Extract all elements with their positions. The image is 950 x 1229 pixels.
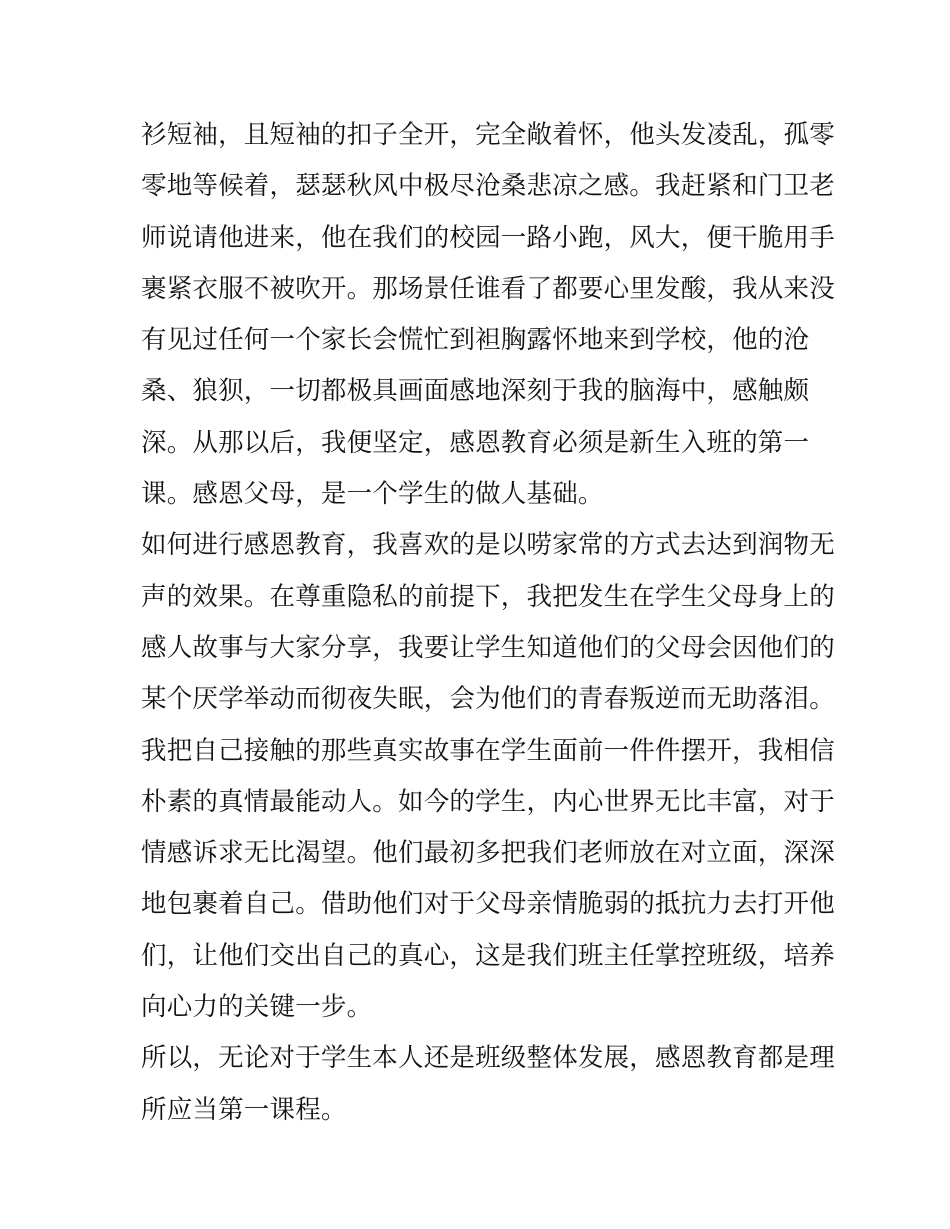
text-line: 师说请他进来，他在我们的校园一路小跑，风大，便干脆用手 [141,222,835,253]
text-line: 朴素的真情最能动人。如今的学生，内心世界无比丰富，对于 [141,786,835,817]
text-line: 感人故事与大家分享，我要让学生知道他们的父母会因他们的 [141,632,835,663]
text-line: 我把自己接触的那些真实故事在学生面前一件件摆开，我相信 [141,735,835,766]
text-line: 所应当第一课程。 [141,1094,347,1125]
text-line: 们，让他们交出自己的真心，这是我们班主任掌控班级，培养 [141,940,835,971]
text-line: 裹紧衣服不被吹开。那场景任谁看了都要心里发酸，我从来没 [141,273,835,304]
body-text [141,110,835,1136]
text-line: 有见过任何一个家长会慌忙到袒胸露怀地来到学校，他的沧 [141,325,810,356]
text-line: 如何进行感恩教育，我喜欢的是以唠家常的方式去达到润物无 [141,530,835,561]
text-line: 所以，无论对于学生本人还是班级整体发展，感恩教育都是理 [141,1043,835,1074]
text-line: 桑、狼狈，一切都极具画面感地深刻于我的脑海中，感触颇 [141,376,810,407]
text-line: 深。从那以后，我便坚定，感恩教育必须是新生入班的第一 [141,427,810,458]
text-line: 情感诉求无比渴望。他们最初多把我们老师放在对立面，深深 [141,838,835,869]
text-line: 地包裹着自己。借助他们对于父母亲情脆弱的抵抗力去打开他 [141,889,835,920]
text-line: 零地等候着，瑟瑟秋风中极尽沧桑悲凉之感。我赶紧和门卫老 [141,171,835,202]
text-line: 声的效果。在尊重隐私的前提下，我把发生在学生父母身上的 [141,581,835,612]
text-line: 课。感恩父母，是一个学生的做人基础。 [141,479,604,510]
text-line: 向心力的关键一步。 [141,992,373,1023]
text-line: 某个厌学举动而彻夜失眠，会为他们的青春叛逆而无助落泪。 [141,684,835,715]
text-line: 衫短袖，且短袖的扣子全开，完全敞着怀，他头发凌乱，孤零 [141,120,835,150]
